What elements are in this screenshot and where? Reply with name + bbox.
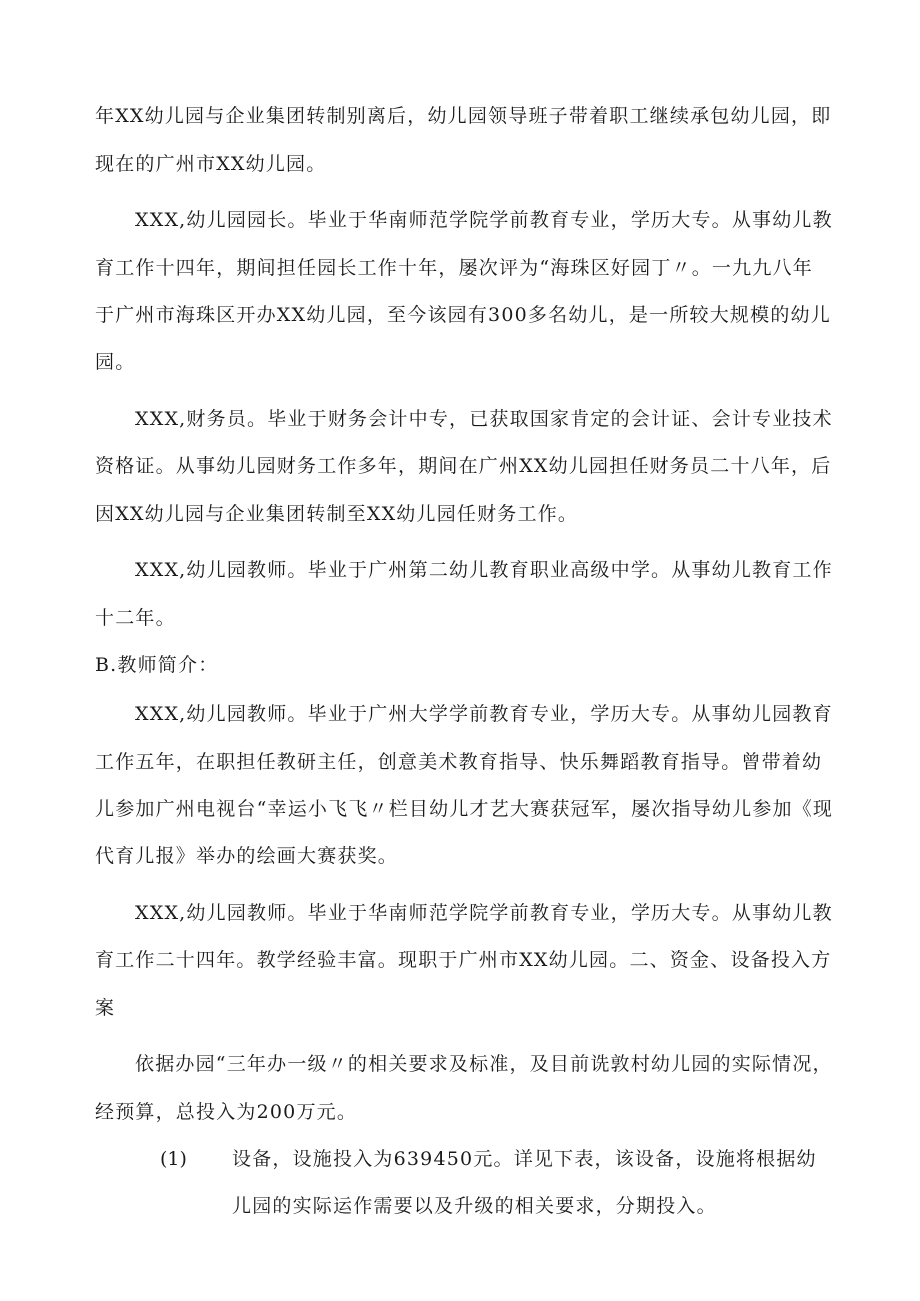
paragraph-7-line-1: XXX,幼儿园教师。毕业于华南师范学院学前教育专业，学历大专。从事幼儿教 <box>135 902 833 924</box>
paragraph-4-line-2: 十二年。 <box>95 607 176 629</box>
paragraph-2-line-2: 育工作十四年，期间担任园长工作十年，屡次评为“海珠区好园丁〃。一九九八年 <box>95 257 813 279</box>
paragraph-1-line-2: 现在的广州市XX幼儿园。 <box>95 153 327 175</box>
list-item-line-1: 设备，设施投入为639450元。详见下表，该设备，设施将根据幼 <box>232 1148 817 1170</box>
paragraph-2-line-4: 园。 <box>95 351 136 373</box>
paragraph-3-line-1: XXX,财务员。毕业于财务会计中专，已获取国家肯定的会计证、会计专业技术 <box>135 408 833 430</box>
paragraph-4-line-1: XXX,幼儿园教师。毕业于广州第二幼儿教育职业高级中学。从事幼儿教育工作 <box>135 559 833 581</box>
paragraph-7-line-2: 育工作二十四年。教学经验丰富。现职于广州市XX幼儿园。二、资金、设备投入方 <box>95 949 832 971</box>
paragraph-6-line-4: 代育儿报》举办的绘画大赛获奖。 <box>95 845 399 867</box>
paragraph-7-line-3: 案 <box>95 997 116 1019</box>
paragraph-2-line-1: XXX,幼儿园园长。毕业于华南师范学院学前教育专业，学历大专。从事幼儿教 <box>135 209 833 231</box>
list-item-marker: (1) <box>160 1148 187 1170</box>
paragraph-1-line-1: 年XX幼儿园与企业集团转制别离后，幼儿园领导班子带着职工继续承包幼儿园，即 <box>95 105 832 127</box>
paragraph-3-line-2: 资格证。从事幼儿园财务工作多年，期间在广州XX幼儿园担任财务员二十八年，后 <box>95 455 832 477</box>
section-heading-b: B.教师简介： <box>95 654 219 676</box>
list-item-line-2: 儿园的实际运作需要以及升级的相关要求，分期投入。 <box>232 1195 717 1217</box>
paragraph-8-line-2: 经预算，总投入为200万元。 <box>95 1101 358 1123</box>
paragraph-8-line-1: 依据办园“三年办一级〃的相关要求及标准，及目前诜敦村幼儿园的实际情况， <box>135 1053 833 1075</box>
paragraph-6-line-1: XXX,幼儿园教师。毕业于广州大学学前教育专业，学历大专。从事幼儿园教育 <box>135 703 833 725</box>
paragraph-6-line-3: 儿参加广州电视台“幸运小飞飞〃栏目幼儿才艺大赛获冠军，屡次指导幼儿参加《现 <box>95 798 834 820</box>
paragraph-3-line-3: 因XX幼儿园与企业集团转制至XX幼儿园任财务工作。 <box>95 503 579 525</box>
paragraph-6-line-2: 工作五年，在职担任教研主任，创意美术教育指导、快乐舞蹈教育指导。曾带着幼 <box>95 751 823 773</box>
paragraph-2-line-3: 于广州市海珠区开办XX幼儿园，至今该园有300多名幼儿，是一所较大规模的幼儿 <box>95 304 831 326</box>
